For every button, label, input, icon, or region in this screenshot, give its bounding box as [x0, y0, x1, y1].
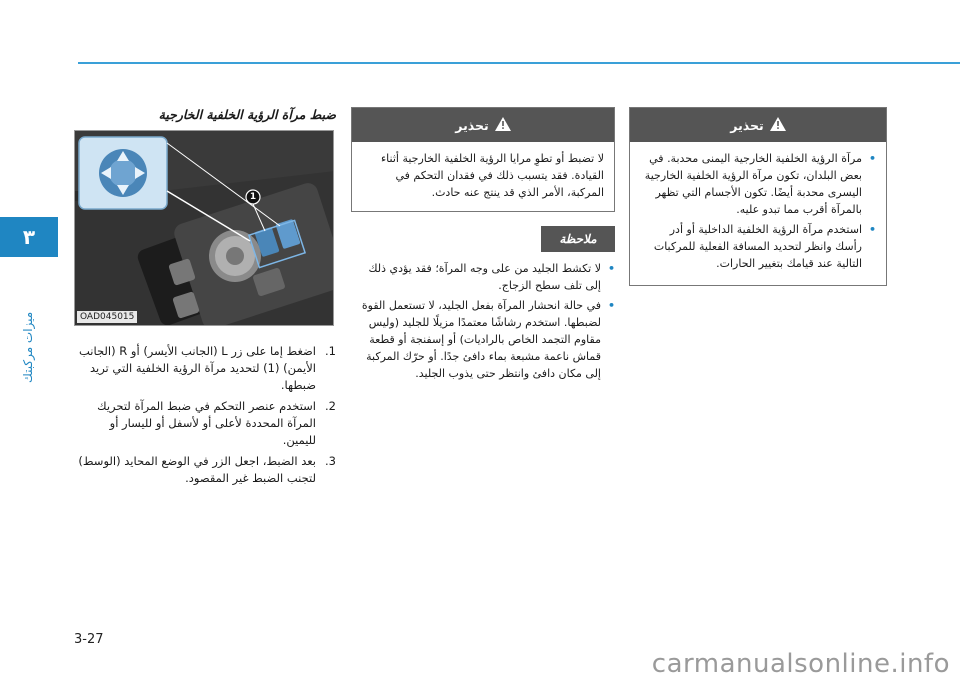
list-item: [351, 297, 615, 382]
step-number: 2.: [325, 399, 336, 413]
list-item: [351, 260, 615, 294]
step-text: بعد الضبط، اجعل الزر في الوضع المحايد (الوسط) لتجنب الضبط غير المقصود.: [78, 454, 316, 485]
info-list: [351, 260, 615, 385]
warning-box-operation: [351, 107, 615, 212]
step-item: [74, 453, 336, 487]
warning-text: استخدم مرآة الرؤية الخلفية الداخلية أو أدر رأسك وانظر لتحديد المسافة الفعلية للمركبات التالية عند قيامك بتغيير الحارات.: [653, 223, 862, 270]
warning-text: لا تضبط أو تطوِ مرايا الرؤية الخلفية الخارجية أثناء القيادة. فقد يتسبب ذلك في فقدان التحكم في المركبة، الأمر الذي قد ينتج عنه حادث.: [380, 152, 604, 199]
watermark: carmanualsonline.info: [651, 649, 950, 679]
warning-text: مرآة الرؤية الخلفية الخارجية اليمنى محدبة. في بعض البلدان، تكون مرآة الرؤية الخلفية الخارجية اليسرى محدبة أيضًا. تكون الأجسام التي تظهر بالمرآة أقرب مما تبدو عليه.: [644, 152, 862, 216]
bullet-icon: •: [868, 152, 876, 165]
list-item: [640, 150, 876, 218]
door-switch-illustration: [75, 131, 334, 326]
bullet-icon: •: [607, 299, 615, 312]
warning-header: [352, 108, 614, 142]
bullet-icon: •: [607, 262, 615, 275]
info-text: في حالة انحشار المرآة بفعل الجليد، لا تستعمل القوة لضبطها. استخدم رشاشًا معتمدًا مزيلًا للجليد (وليس مقاوم التجمد الخاص بالراديات) أو إسفنجة أو قطعة قماش ناعمة مشبعة بماء دافئ جدًا. أو حرّك المركبة إلى مكان دافئ وانتظر حتى يذوب الجليد.: [361, 299, 601, 380]
warning-title: تحذير: [730, 117, 764, 133]
callout-marker: 1: [249, 192, 257, 202]
bullet-icon: •: [868, 223, 876, 236]
step-text: استخدم عنصر التحكم في ضبط المرآة لتحريك المرآة المحددة لأعلى أو لأسفل أو لليسار أو لليمين.: [97, 399, 316, 447]
chapter-number: ٣: [22, 225, 36, 249]
step-item: [74, 343, 336, 394]
warning-title: تحذير: [455, 117, 489, 133]
warning-body: [630, 142, 886, 285]
info-label: ملاحظة: [541, 226, 615, 252]
chapter-label: ميزات مركبتك: [21, 311, 35, 383]
image-code: OAD045015: [77, 311, 137, 323]
list-item: [640, 221, 876, 272]
step-number: 3.: [325, 454, 336, 468]
step-list: [74, 343, 336, 491]
warning-header: [630, 108, 886, 142]
section-title: ضبط مرآة الرؤية الخلفية الخارجية: [158, 107, 336, 122]
warning-box-convex: [629, 107, 887, 286]
step-item: [74, 398, 336, 449]
chapter-tab: [0, 217, 58, 257]
step-text: اضغط إما على زر L (الجانب الأيسر) أو R (الجانب الأيمن) (1) لتحديد مرآة الرؤية الخلفية التي تريد ضبطها.: [79, 344, 316, 392]
mirror-control-photo: [74, 130, 334, 326]
page-number: 3-27: [74, 632, 104, 647]
header-rule: [78, 62, 960, 64]
step-number: 1.: [325, 344, 336, 358]
warning-triangle-icon: [495, 117, 511, 134]
warning-triangle-icon: [770, 117, 786, 134]
info-text: لا تكشط الجليد من على وجه المرآة؛ فقد يؤدي ذلك إلى تلف سطح الزجاج.: [368, 262, 601, 292]
